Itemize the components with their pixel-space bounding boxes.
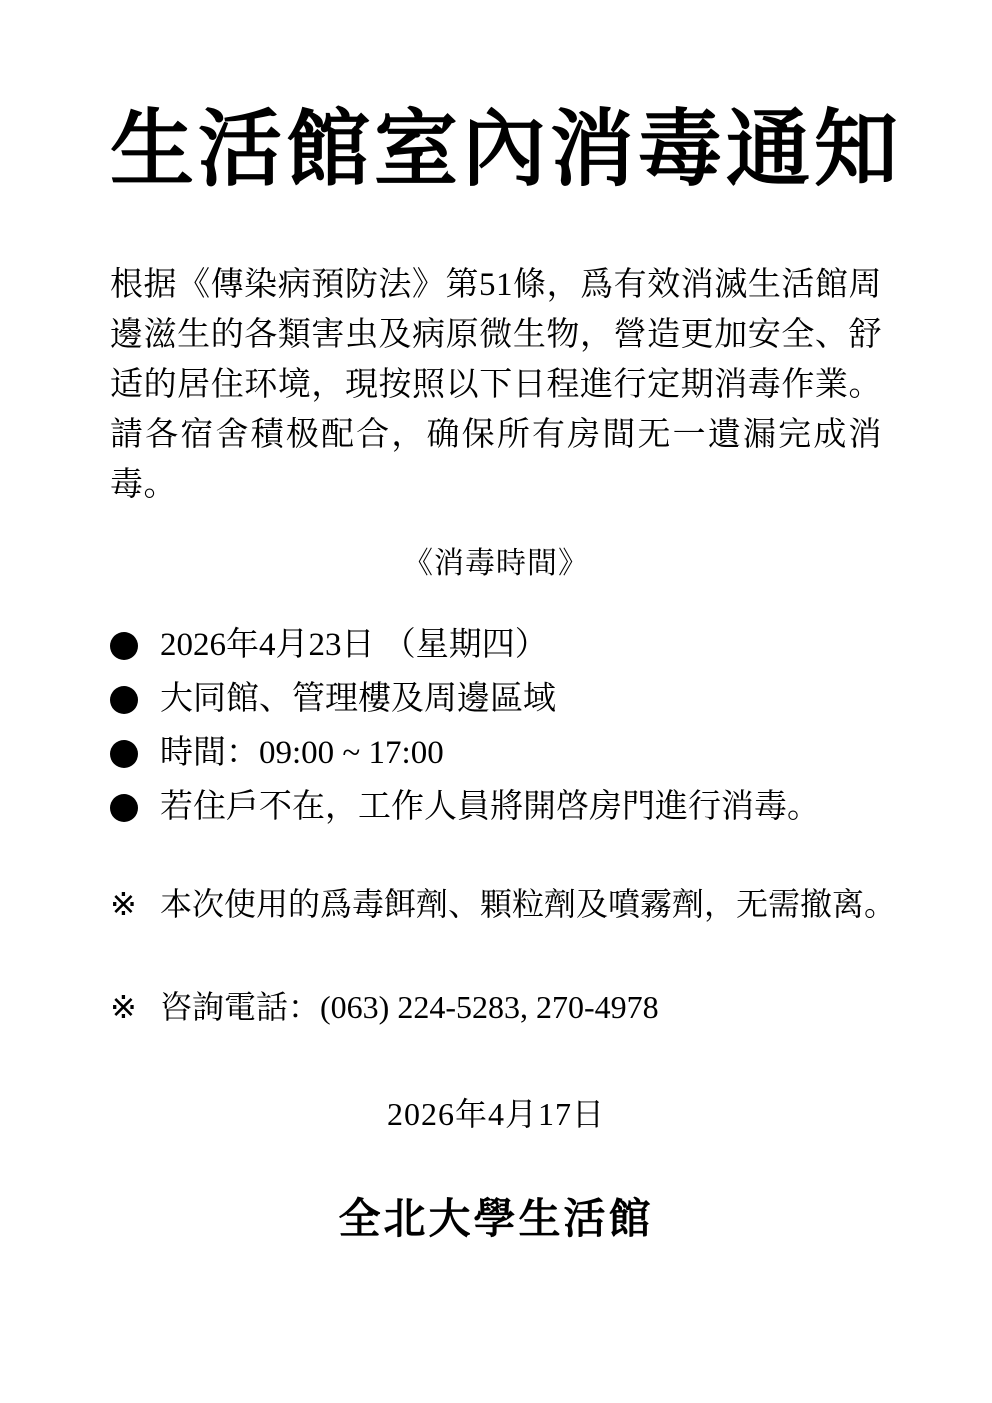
section-heading-disinfection-time: 《消毒時間》 [403,547,589,580]
list-item [110,625,882,666]
schedule-time-text: 時間：09:00 ~ 17:00 [160,735,444,771]
schedule-location-text: 大同館、管理樓及周邊區域 [160,681,556,717]
list-item [110,679,882,720]
note-phone-text: 咨詢電話：(063) 224-5283, 270-4978 [160,989,659,1025]
note-item [110,984,882,1030]
intro-paragraph: 根据《傳染病預防法》第51條，爲有效消滅生活館周邊滋生的各類害虫及病原微生物，營造更加安全、舒适的居住环境，現按照以下日程進行定期消毒作業。請各宿舍積极配合，确保所有房間无一遺漏完成消毒。 [110,267,882,503]
schedule-list [110,625,882,828]
bullet-icon [110,740,138,768]
reference-mark-icon: ※ [110,989,137,1025]
list-item [110,787,882,828]
note-chemicals-text: 本次使用的爲毒餌劑、顆粒劑及噴霧劑，无需撤离。 [160,886,897,922]
note-item [110,881,897,927]
bullet-icon [110,794,138,822]
schedule-date-text: 2026年4月23日 （星期四） [160,627,548,663]
page-title: 生活館室內消毒通知 [110,104,903,197]
issue-date: 2026年4月17日 [386,1096,605,1132]
list-item [110,733,882,774]
issuer-name: 全北大學生活館 [338,1197,654,1243]
bullet-icon [110,686,138,714]
schedule-absence-text: 若住戶不在，工作人員將開啓房門進行消毒。 [160,789,820,825]
bullet-icon [110,632,138,660]
reference-mark-icon: ※ [110,886,137,922]
